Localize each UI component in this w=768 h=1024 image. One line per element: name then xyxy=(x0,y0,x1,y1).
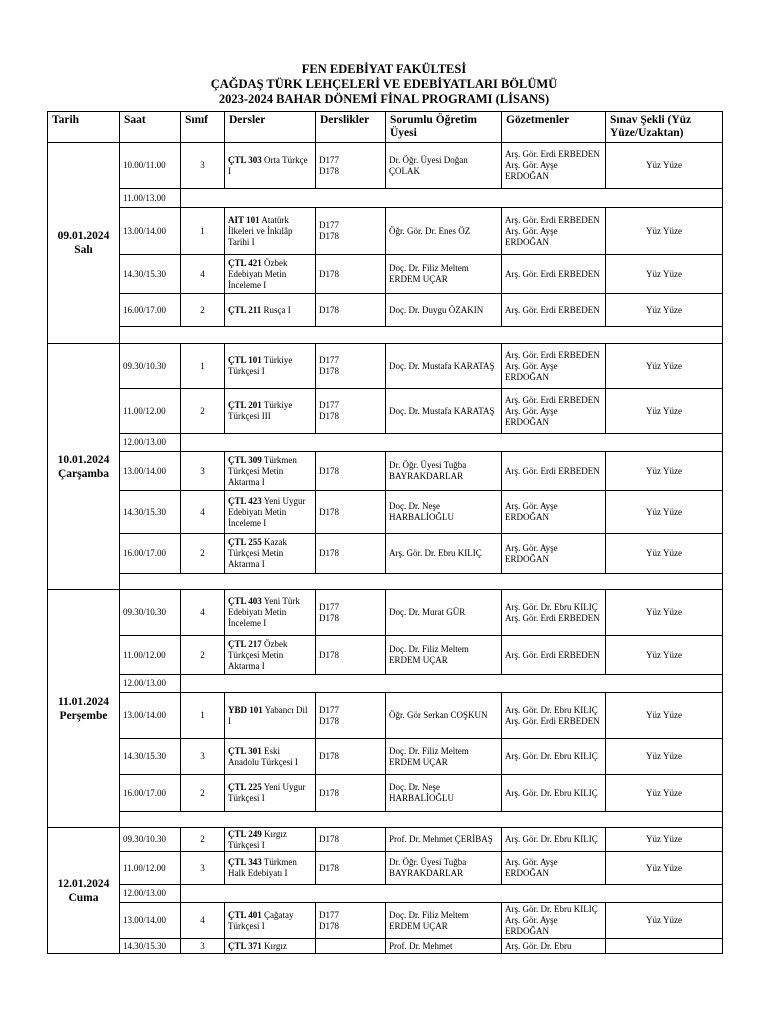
course-code: ÇTL 217 xyxy=(228,638,262,649)
room-name: D178 xyxy=(319,649,339,660)
department-title: ÇAĞDAŞ TÜRK LEHÇELERİ VE EDEBİYATLARI BÖLÜMÜ xyxy=(210,77,558,91)
proctor-name: Arş. Gör. Dr. Ebru xyxy=(505,940,572,951)
date-cell xyxy=(48,590,120,828)
class-level-cell: 2 xyxy=(181,294,225,327)
proctor-name: Arş. Gör. Dr. Ebru KILIÇ xyxy=(505,787,598,798)
course-name: Kırgız xyxy=(264,940,287,951)
course-cell xyxy=(225,590,316,636)
time-cell: 11.00/12.00 xyxy=(120,852,181,885)
rooms-cell xyxy=(316,143,386,189)
exam-date: 11.01.2024 xyxy=(57,695,110,708)
time-cell: 13.00/14.00 xyxy=(120,693,181,739)
room-name: D177 xyxy=(319,154,339,165)
col-header-tarih: Tarih xyxy=(48,112,120,143)
rooms-cell xyxy=(316,693,386,739)
table-row xyxy=(48,255,723,294)
proctors-cell xyxy=(502,775,606,812)
course-name: Yabancı Dil I xyxy=(228,704,308,726)
table-row xyxy=(48,344,723,389)
time-cell: 09.30/10.30 xyxy=(120,828,181,852)
exam-mode-cell: Yüz Yüze xyxy=(606,636,723,675)
proctors-cell xyxy=(502,939,606,954)
class-level-cell: 2 xyxy=(181,636,225,675)
table-row xyxy=(48,903,723,939)
exam-mode-cell: Yüz Yüze xyxy=(606,903,723,939)
course-name: Yeni Uygur Edebiyatı Metin İnceleme I xyxy=(228,495,306,528)
proctor-name: Arş. Gör. Ayşe ERDOĞAN xyxy=(505,857,558,878)
proctors-cell xyxy=(502,208,606,255)
instructor-cell: Doç. Dr. Duygu ÖZAKIN xyxy=(386,294,502,327)
spacer-row xyxy=(48,812,723,828)
col-header-sinav-sekli: Sınav Şekli (Yüz Yüze/Uzaktan) xyxy=(606,112,723,143)
course-code: ÇTL 343 xyxy=(228,857,262,867)
course-cell xyxy=(225,255,316,294)
exam-date: 09.01.2024 xyxy=(57,230,110,242)
course-name: Rusça I xyxy=(263,304,291,315)
exam-mode-cell: Yüz Yüze xyxy=(606,590,723,636)
time-cell: 11.00/13.00 xyxy=(120,189,181,208)
rooms-cell xyxy=(316,903,386,939)
rooms-cell xyxy=(316,255,386,294)
course-cell xyxy=(225,903,316,939)
proctor-name: Arş. Gör. Dr. Ebru KILIÇ xyxy=(505,704,598,715)
course-code: ÇTL 401 xyxy=(228,909,262,920)
instructor-cell: Dr. Öğr. Üyesi Tuğba BAYRAKDARLAR xyxy=(386,852,502,885)
proctors-cell xyxy=(502,255,606,294)
class-level-cell: 1 xyxy=(181,693,225,739)
class-level-cell: 2 xyxy=(181,828,225,852)
instructor-cell: Doç. Dr. Filiz Meltem ERDEM UÇAR xyxy=(386,903,502,939)
break-cell xyxy=(181,675,723,693)
time-cell: 11.00/12.00 xyxy=(120,636,181,675)
table-row xyxy=(48,294,723,327)
col-header-derslikler: Derslikler xyxy=(316,112,386,143)
table-row xyxy=(48,434,723,452)
course-name: Özbek Türkçesi Metin Aktarma I xyxy=(228,638,288,671)
instructor-cell: Prof. Dr. Mehmet ÇERİBAŞ xyxy=(386,828,502,852)
proctor-name: Arş. Gör. Erdi ERBEDEN xyxy=(505,612,600,623)
exam-day: Çarşamba xyxy=(57,467,110,480)
room-name: D178 xyxy=(319,834,339,844)
course-code: ÇTL 303 xyxy=(228,154,262,165)
time-cell: 12.00/13.00 xyxy=(120,434,181,452)
rooms-cell xyxy=(316,739,386,775)
course-code: ÇTL 201 xyxy=(228,400,262,410)
course-name: Türkiye Türkçesi I xyxy=(228,355,293,376)
course-cell xyxy=(225,491,316,534)
course-code: ÇTL 421 xyxy=(228,257,262,268)
rooms-cell xyxy=(316,389,386,434)
instructor-cell: Doç. Dr. Neşe HARBALİOĞLU xyxy=(386,775,502,812)
exam-mode-cell: Yüz Yüze xyxy=(606,208,723,255)
proctors-cell xyxy=(502,739,606,775)
spacer-cell xyxy=(120,574,723,590)
table-row xyxy=(48,775,723,812)
time-cell: 11.00/12.00 xyxy=(120,389,181,434)
exam-schedule-table xyxy=(47,111,723,954)
course-cell xyxy=(225,389,316,434)
table-row xyxy=(48,208,723,255)
rooms-cell xyxy=(316,491,386,534)
rooms-cell xyxy=(316,590,386,636)
class-level-cell: 3 xyxy=(181,739,225,775)
class-level-cell: 3 xyxy=(181,939,225,954)
instructor-cell: Dr. Öğr. Üyesi Tuğba BAYRAKDARLAR xyxy=(386,452,502,491)
table-row xyxy=(48,389,723,434)
proctor-name: Arş. Gör. Erdi ERBEDEN xyxy=(505,304,600,315)
course-code: ÇTL 309 xyxy=(228,454,262,465)
course-cell xyxy=(225,739,316,775)
exam-date: 10.01.2024 xyxy=(57,453,110,466)
class-level-cell: 3 xyxy=(181,852,225,885)
course-name: Yeni Türk Edebiyatı Metin İnceleme I xyxy=(228,596,300,628)
course-code: AIT 101 xyxy=(228,214,260,225)
instructor-cell: Doç. Dr. Murat GÜR xyxy=(386,590,502,636)
proctor-name: Arş. Gör. Ayşe ERDOĞAN xyxy=(505,360,558,382)
proctors-cell xyxy=(502,344,606,389)
room-name: D178 xyxy=(319,231,339,241)
room-name: D178 xyxy=(319,411,339,421)
proctors-cell xyxy=(502,452,606,491)
room-name: D177 xyxy=(319,355,339,365)
time-cell: 13.00/14.00 xyxy=(120,452,181,491)
room-name: D177 xyxy=(319,601,339,612)
proctor-name: Arş. Gör. Erdi ERBEDEN xyxy=(505,715,600,726)
proctors-cell xyxy=(502,294,606,327)
exam-mode-cell: Yüz Yüze xyxy=(606,852,723,885)
rooms-cell xyxy=(316,775,386,812)
rooms-cell xyxy=(316,636,386,675)
table-row xyxy=(48,590,723,636)
course-code: ÇTL 423 xyxy=(228,495,262,506)
instructor-cell: Doç. Dr. Mustafa KARATAŞ xyxy=(386,389,502,434)
exam-mode-cell: Yüz Yüze xyxy=(606,294,723,327)
table-row xyxy=(48,452,723,491)
col-header-ogretim-uyesi: Sorumlu Öğretim Üyesi xyxy=(386,112,502,143)
proctors-cell xyxy=(502,636,606,675)
proctor-name: Arş. Gör. Erdi ERBEDEN xyxy=(505,268,600,279)
course-name: Türkiye Türkçesi III xyxy=(228,400,293,421)
proctors-cell xyxy=(502,852,606,885)
class-level-cell: 2 xyxy=(181,534,225,574)
course-cell xyxy=(225,693,316,739)
course-cell xyxy=(225,852,316,885)
proctors-cell xyxy=(502,534,606,574)
course-name: Özbek Edebiyatı Metin İnceleme I xyxy=(228,257,288,290)
exam-mode-cell: Yüz Yüze xyxy=(606,534,723,574)
time-cell: 13.00/14.00 xyxy=(120,208,181,255)
table-row xyxy=(48,693,723,739)
class-level-cell: 4 xyxy=(181,590,225,636)
exam-mode-cell: Yüz Yüze xyxy=(606,389,723,434)
proctors-cell xyxy=(502,693,606,739)
course-cell xyxy=(225,208,316,255)
room-name: D178 xyxy=(319,920,339,931)
course-cell xyxy=(225,534,316,574)
course-code: YBD 101 xyxy=(228,704,263,715)
proctor-name: Arş. Gör. Ayşe ERDOĞAN xyxy=(505,915,558,936)
exam-day: Salı xyxy=(74,244,93,256)
course-name: Orta Türkçe I xyxy=(228,154,308,176)
course-cell xyxy=(225,143,316,189)
time-cell: 14.30/15.30 xyxy=(120,491,181,534)
class-level-cell: 4 xyxy=(181,255,225,294)
course-code: ÇTL 301 xyxy=(228,745,262,756)
rooms-cell xyxy=(316,828,386,852)
date-cell xyxy=(48,344,120,590)
course-cell xyxy=(225,452,316,491)
rooms-cell xyxy=(316,939,386,954)
room-name: D178 xyxy=(319,268,339,279)
rooms-cell xyxy=(316,344,386,389)
table-row xyxy=(48,739,723,775)
class-level-cell: 3 xyxy=(181,143,225,189)
instructor-cell: Doç. Dr. Filiz Meltem ERDEM UÇAR xyxy=(386,636,502,675)
spacer-row xyxy=(48,327,723,344)
course-code: ÇTL 403 xyxy=(228,596,262,606)
instructor-cell: Doç. Dr. Filiz Meltem ERDEM UÇAR xyxy=(386,255,502,294)
exam-mode-cell: Yüz Yüze xyxy=(606,452,723,491)
exam-mode-cell: Yüz Yüze xyxy=(606,344,723,389)
break-cell xyxy=(181,885,723,903)
instructor-cell: Prof. Dr. Mehmet xyxy=(386,939,502,954)
proctor-name: Arş. Gör. Ayşe ERDOĞAN xyxy=(505,405,558,427)
instructor-cell: Dr. Öğr. Üyesi Doğan ÇOLAK xyxy=(386,143,502,189)
instructor-cell: Öğr. Gör Serkan COŞKUN xyxy=(386,693,502,739)
table-row xyxy=(48,675,723,693)
course-code: ÇTL 249 xyxy=(228,828,262,839)
class-level-cell: 2 xyxy=(181,389,225,434)
rooms-cell xyxy=(316,534,386,574)
instructor-cell: Doç. Dr. Mustafa KARATAŞ xyxy=(386,344,502,389)
course-code: ÇTL 225 xyxy=(228,782,262,792)
faculty-title: FEN EDEBİYAT FAKÜLTESİ xyxy=(301,62,467,76)
proctor-name: Arş. Gör. Dr. Ebru KILIÇ xyxy=(505,904,598,914)
room-name: D178 xyxy=(319,612,339,623)
rooms-cell xyxy=(316,208,386,255)
instructor-cell: Doç. Dr. Filiz Meltem ERDEM UÇAR xyxy=(386,739,502,775)
table-row xyxy=(48,143,723,189)
course-cell xyxy=(225,636,316,675)
time-cell: 16.00/17.00 xyxy=(120,294,181,327)
proctor-name: Arş. Gör. Erdi ERBEDEN xyxy=(505,394,600,405)
table-row xyxy=(48,491,723,534)
document-header xyxy=(0,62,768,107)
course-cell xyxy=(225,344,316,389)
proctor-name: Arş. Gör. Ayşe ERDOĞAN xyxy=(505,160,558,181)
room-name: D178 xyxy=(319,506,339,517)
exam-day: Perşembe xyxy=(59,709,108,722)
class-level-cell: 2 xyxy=(181,775,225,812)
time-cell: 12.00/13.00 xyxy=(120,885,181,903)
class-level-cell: 3 xyxy=(181,452,225,491)
proctor-name: Arş. Gör. Erdi ERBEDEN xyxy=(505,465,600,476)
course-cell xyxy=(225,939,316,954)
time-cell: 16.00/17.00 xyxy=(120,775,181,812)
exam-mode-cell: Yüz Yüze xyxy=(606,693,723,739)
proctors-cell xyxy=(502,491,606,534)
proctor-name: Arş. Gör. Ayşe ERDOĞAN xyxy=(505,225,558,247)
room-name: D178 xyxy=(319,465,339,476)
course-cell xyxy=(225,828,316,852)
col-header-gozetmenler: Gözetmenler xyxy=(502,112,606,143)
rooms-cell xyxy=(316,452,386,491)
room-name: D178 xyxy=(319,751,339,761)
time-cell: 09.30/10.30 xyxy=(120,590,181,636)
class-level-cell: 4 xyxy=(181,903,225,939)
proctor-name: Arş. Gör. Ayşe ERDOĞAN xyxy=(505,501,558,522)
course-name: Atatürk İlkeleri ve İnkılâp Tarihi I xyxy=(228,214,293,247)
proctor-name: Arş. Gör. Erdi ERBEDEN xyxy=(505,149,600,159)
proctors-cell xyxy=(502,903,606,939)
course-name: Yeni Uygur Türkçesi I xyxy=(228,782,306,803)
break-cell xyxy=(181,189,723,208)
proctor-name: Arş. Gör. Dr. Ebru KILIÇ xyxy=(505,601,598,612)
room-name: D177 xyxy=(319,909,339,920)
proctor-name: Arş. Gör. Dr. Ebru KILIÇ xyxy=(505,751,598,761)
room-name: D177 xyxy=(319,400,339,410)
proctor-name: Arş. Gör. Erdi ERBEDEN xyxy=(505,214,600,225)
time-cell: 14.30/15.30 xyxy=(120,739,181,775)
course-cell xyxy=(225,294,316,327)
room-name: D178 xyxy=(319,787,339,798)
room-name: D178 xyxy=(319,165,339,176)
time-cell: 14.30/15.30 xyxy=(120,939,181,954)
table-row xyxy=(48,189,723,208)
course-cell xyxy=(225,775,316,812)
course-name: Türkmen Türkçesi Metin Aktarma I xyxy=(228,454,297,487)
course-name: Türkmen Halk Edebiyatı I xyxy=(228,857,297,878)
table-row xyxy=(48,939,723,954)
room-name: D177 xyxy=(319,220,339,230)
proctors-cell xyxy=(502,389,606,434)
exam-mode-cell: Yüz Yüze xyxy=(606,143,723,189)
proctor-name: Arş. Gör. Erdi ERBEDEN xyxy=(505,649,600,660)
time-cell: 14.30/15.30 xyxy=(120,255,181,294)
time-cell: 10.00/11.00 xyxy=(120,143,181,189)
instructor-cell: Öğr. Gör. Dr. Enes ÖZ xyxy=(386,208,502,255)
time-cell: 16.00/17.00 xyxy=(120,534,181,574)
room-name: D178 xyxy=(319,366,339,376)
table-row xyxy=(48,885,723,903)
time-cell: 09.30/10.30 xyxy=(120,344,181,389)
room-name: D178 xyxy=(319,862,339,873)
table-header-row xyxy=(48,112,723,143)
exam-mode-cell xyxy=(606,939,723,954)
class-level-cell: 1 xyxy=(181,208,225,255)
room-name: D178 xyxy=(319,715,339,726)
col-header-sinif: Sınıf xyxy=(181,112,225,143)
course-name: Çağatay Türkçesi I xyxy=(228,909,294,931)
course-name: Eski Anadolu Türkçesi I xyxy=(228,745,298,767)
course-code: ÇTL 255 xyxy=(228,537,262,547)
proctors-cell xyxy=(502,828,606,852)
proctors-cell xyxy=(502,590,606,636)
exam-mode-cell: Yüz Yüze xyxy=(606,775,723,812)
course-code: ÇTL 371 xyxy=(228,940,262,951)
proctor-name: Arş. Gör. Erdi ERBEDEN xyxy=(505,349,600,360)
instructor-cell: Arş. Gör. Dr. Ebru KILIÇ xyxy=(386,534,502,574)
class-level-cell: 1 xyxy=(181,344,225,389)
table-row xyxy=(48,636,723,675)
table-row xyxy=(48,828,723,852)
time-cell: 13.00/14.00 xyxy=(120,903,181,939)
course-code: ÇTL 211 xyxy=(228,304,262,315)
exam-mode-cell: Yüz Yüze xyxy=(606,491,723,534)
room-name: D178 xyxy=(319,548,339,558)
break-cell xyxy=(181,434,723,452)
col-header-dersler: Dersler xyxy=(225,112,316,143)
spacer-cell xyxy=(120,327,723,344)
course-name: Kırgız Türkçesi I xyxy=(228,828,287,850)
instructor-cell: Doç. Dr. Neşe HARBALİOĞLU xyxy=(386,491,502,534)
col-header-saat: Saat xyxy=(120,112,181,143)
date-cell xyxy=(48,828,120,954)
rooms-cell xyxy=(316,852,386,885)
room-name: D177 xyxy=(319,704,339,715)
exam-date: 12.01.2024 xyxy=(57,877,110,890)
exam-mode-cell: Yüz Yüze xyxy=(606,739,723,775)
proctor-name: Arş. Gör. Ayşe ERDOĞAN xyxy=(505,542,558,564)
course-code: ÇTL 101 xyxy=(228,355,262,365)
table-row xyxy=(48,852,723,885)
course-name: Kazak Türkçesi Metin Aktarma I xyxy=(228,537,287,569)
class-level-cell: 4 xyxy=(181,491,225,534)
program-title: 2023-2024 BAHAR DÖNEMİ FİNAL PROGRAMI (LİSANS) xyxy=(218,92,550,106)
rooms-cell xyxy=(316,294,386,327)
proctors-cell xyxy=(502,143,606,189)
exam-mode-cell: Yüz Yüze xyxy=(606,828,723,852)
time-cell: 12.00/13.00 xyxy=(120,675,181,693)
exam-mode-cell: Yüz Yüze xyxy=(606,255,723,294)
exam-day: Cuma xyxy=(68,891,99,904)
proctor-name: Arş. Gör. Dr. Ebru KILIÇ xyxy=(505,834,598,844)
table-row xyxy=(48,534,723,574)
date-cell xyxy=(48,143,120,344)
spacer-row xyxy=(48,574,723,590)
spacer-cell xyxy=(120,812,723,828)
room-name: D178 xyxy=(319,304,339,315)
